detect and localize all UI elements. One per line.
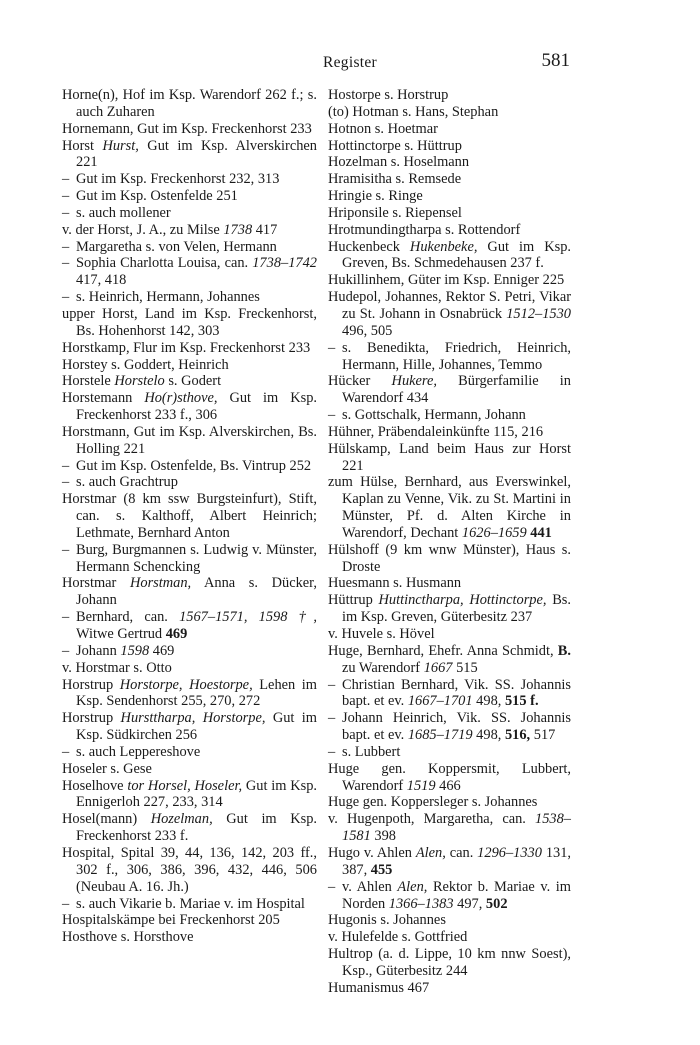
index-entry <box>62 424 317 458</box>
subentry-dash: – <box>62 238 70 255</box>
index-entry <box>328 811 571 845</box>
index-subentry <box>62 458 317 475</box>
entry-text: s. Heinrich, Hermann, Johannes <box>76 289 260 306</box>
index-entry <box>62 811 317 845</box>
entry-text: Horstey s. Goddert, Heinrich <box>62 356 229 373</box>
subentry-dash: – <box>62 171 70 188</box>
entry-text: Hultrop (a. d. Lippe, 10 km nnw Soest), Ksp., Güterbesitz 244 <box>328 946 571 979</box>
index-entry <box>62 306 317 340</box>
index-entry <box>328 929 571 946</box>
page-number: 581 <box>541 50 570 71</box>
entry-text: Hospitalskämpe bei Freckenhorst 205 <box>62 912 280 929</box>
entry-text: v. der Horst, J. A., zu Milse 1738 417 <box>62 221 278 238</box>
entry-text: Horstmar (8 km ssw Burgsteinfurt), Stift, can. s. Kalthoff, Albert Heinrich; Lethmate, Bernhard Anton <box>62 491 317 541</box>
index-subentry <box>328 677 571 711</box>
subentry-dash: – <box>62 255 70 272</box>
index-entry <box>62 660 317 677</box>
index-entry <box>328 946 571 980</box>
entry-text: Gut im Ksp. Ostenfelde, Bs. Vintrup 252 <box>76 457 312 474</box>
index-entry <box>62 491 317 542</box>
entry-text: Hrotmundingtharpa s. Rottendorf <box>328 221 521 238</box>
index-subentry <box>62 188 317 205</box>
entry-text: Gut im Ksp. Ostenfelde 251 <box>76 188 238 205</box>
index-subentry <box>328 710 571 744</box>
subentry-dash: – <box>328 676 336 693</box>
subentry-dash: – <box>328 743 336 760</box>
index-entry <box>62 373 317 390</box>
entry-text: Hoselhove tor Horsel, Hoseler, Gut im Ksp. Ennigerloh 227, 233, 314 <box>62 777 317 811</box>
index-entry <box>328 222 571 239</box>
index-entry <box>328 794 571 811</box>
entry-text: Hozelman s. Hoselmann <box>328 154 470 171</box>
entry-text: Horstemann Ho(r)sthove, Gut im Ksp. Freckenhorst 233 f., 306 <box>62 390 317 424</box>
index-entry <box>62 138 317 172</box>
entry-text: Huge gen. Koppersleger s. Johannes <box>328 794 538 811</box>
entry-text: v. Ahlen Alen, Rektor b. Mariae v. im Norden 1366–1383 497, 502 <box>342 878 571 912</box>
index-entry <box>328 626 571 643</box>
entry-text: v. Hulefelde s. Gottfried <box>328 929 468 946</box>
index-entry <box>328 980 571 997</box>
index-column-right <box>328 87 571 997</box>
index-entry <box>328 474 571 541</box>
entry-text: Hukillinhem, Güter im Ksp. Enniger 225 <box>328 272 565 289</box>
entry-text: Hülshoff (9 km wnw Münster), Haus s. Droste <box>328 541 571 575</box>
index-entry <box>328 239 571 273</box>
entry-text: Horne(n), Hof im Ksp. Warendorf 262 f.; s. auch Zuharen <box>62 87 317 120</box>
subentry-dash: – <box>62 457 70 474</box>
entry-text: s. auch Grachtrup <box>76 474 178 491</box>
index-entry <box>328 441 571 475</box>
entry-text: v. Huvele s. Hövel <box>328 626 435 642</box>
index-entry <box>62 778 317 812</box>
index-entry <box>328 575 571 592</box>
entry-text: Hugonis s. Johannes <box>328 912 446 929</box>
index-subentry <box>62 744 317 761</box>
index-entry <box>62 357 317 374</box>
entry-text: zum Hülse, Bernhard, aus Everswinkel, Kaplan zu Venne, Vik. zu St. Martini in Münster, Pf. d. Alten Kirche in Warendorf, Dechant 1626–1659 441 <box>328 474 571 541</box>
entry-text: s. Gottschalk, Hermann, Johann <box>342 407 526 424</box>
index-entry <box>328 138 571 155</box>
index-column-left <box>62 87 317 946</box>
entry-text: s. Lubbert <box>342 743 401 760</box>
index-entry <box>62 677 317 711</box>
entry-text: Johann Heinrich, Vik. SS. Johannis bapt. et ev. 1685–1719 498, 516, 517 <box>342 710 571 744</box>
subentry-dash: – <box>62 541 70 558</box>
entry-text: Johann 1598 469 <box>76 642 175 659</box>
entry-text: Hücker Hukere, Bürgerfamilie in Warendorf 434 <box>328 373 571 407</box>
entry-text: Hühner, Präbendaleinkünfte 115, 216 <box>328 423 544 440</box>
index-entry <box>328 205 571 222</box>
index-entry <box>62 845 317 896</box>
entry-text: Huckenbeck Hukenbeke, Gut im Ksp. Greven, Bs. Schmedehausen 237 f. <box>328 238 571 272</box>
entry-text: Hospital, Spital 39, 44, 136, 142, 203 ff., 302 f., 306, 386, 396, 432, 446, 506 (Neubau A. 16. Jh.) <box>62 844 317 895</box>
index-entry <box>62 121 317 138</box>
entry-text: Humanismus 467 <box>328 979 430 996</box>
subentry-dash: – <box>328 878 336 895</box>
index-subentry <box>62 255 317 289</box>
entry-text: Hudepol, Johannes, Rektor S. Petri, Vikar zu St. Johann in Osnabrück 1512–1530 496, 505 <box>328 289 571 339</box>
entry-text: Hringie s. Ringe <box>328 188 423 205</box>
index-subentry <box>62 474 317 491</box>
subentry-dash: – <box>62 188 70 205</box>
entry-text: Hramisitha s. Remsede <box>328 171 462 188</box>
entry-text: Sophia Charlotta Louisa, can. 1738–1742 417, 418 <box>76 255 317 289</box>
entry-text: Horstkamp, Flur im Ksp. Freckenhorst 233 <box>62 339 311 356</box>
entry-text: s. Benedikta, Friedrich, Heinrich, Hermann, Hille, Johannes, Temmo <box>342 339 571 373</box>
index-entry <box>328 121 571 138</box>
index-entry <box>328 171 571 188</box>
index-subentry <box>62 896 317 913</box>
index-entry <box>62 575 317 609</box>
index-entry <box>328 845 571 879</box>
index-subentry <box>328 340 571 374</box>
index-entry <box>328 761 571 795</box>
entry-text: Hornemann, Gut im Ksp. Freckenhorst 233 <box>62 120 312 137</box>
index-entry <box>62 710 317 744</box>
entry-text: Horstele Horstelo s. Godert <box>62 373 222 390</box>
index-subentry <box>62 205 317 222</box>
subentry-dash: – <box>62 642 70 659</box>
entry-text: v. Horstmar s. Otto <box>62 659 172 676</box>
index-subentry <box>328 744 571 761</box>
index-subentry <box>62 609 317 643</box>
entry-text: upper Horst, Land im Ksp. Freckenhorst, Bs. Hohenhorst 142, 303 <box>62 305 317 339</box>
entry-text: Hosel(mann) Hozelman, Gut im Ksp. Freckenhorst 233 f. <box>62 811 317 845</box>
entry-text: Horstrup Hursttharpa, Horstorpe, Gut im Ksp. Südkirchen 256 <box>62 710 317 744</box>
index-entry <box>328 104 571 121</box>
subentry-dash: – <box>62 895 70 912</box>
index-entry <box>62 340 317 357</box>
subentry-dash: – <box>62 743 70 760</box>
entry-text: Hriponsile s. Riepensel <box>328 204 462 221</box>
index-entry <box>62 87 317 121</box>
entry-text: v. Hugenpoth, Margaretha, can. 1538–1581 398 <box>328 811 571 845</box>
subentry-dash: – <box>62 474 70 491</box>
entry-text: s. auch Vikarie b. Mariae v. im Hospital <box>76 895 305 912</box>
entry-text: Burg, Burgmannen s. Ludwig v. Münster, Hermann Schencking <box>76 541 317 575</box>
entry-text: Gut im Ksp. Freckenhorst 232, 313 <box>76 171 280 188</box>
index-subentry <box>62 542 317 576</box>
index-entry <box>62 929 317 946</box>
index-entry <box>62 390 317 424</box>
entry-text: s. auch mollener <box>76 204 171 221</box>
index-entry <box>328 424 571 441</box>
index-entry <box>328 592 571 626</box>
index-subentry <box>62 643 317 660</box>
entry-text: Huge gen. Koppersmit, Lubbert, Warendorf 1519 466 <box>328 760 571 794</box>
index-subentry <box>62 289 317 306</box>
page-header <box>0 50 700 80</box>
entry-text: Margaretha s. von Velen, Hermann <box>76 238 277 255</box>
running-title: Register <box>322 54 378 71</box>
subentry-dash: – <box>62 289 70 306</box>
entry-text: Hüttrup Huttinctharpa, Hottinctorpe, Bs. im Ksp. Greven, Güterbesitz 237 <box>328 592 571 626</box>
entry-text: (to) Hotman s. Hans, Stephan <box>328 103 499 120</box>
index-entry <box>328 912 571 929</box>
entry-text: Hosthove s. Horsthove <box>62 929 194 946</box>
entry-text: Horstmann, Gut im Ksp. Alverskirchen, Bs. Holling 221 <box>62 423 317 457</box>
subentry-dash: – <box>328 710 336 727</box>
entry-text: Hottinctorpe s. Hüttrup <box>328 137 462 154</box>
subentry-dash: – <box>328 339 336 356</box>
entry-text: Horstrup Horstorpe, Hoestorpe, Lehen im Ksp. Sendenhorst 255, 270, 272 <box>62 676 317 710</box>
entry-text: Huge, Bernhard, Ehefr. Anna Schmidt, B. zu Warendorf 1667 515 <box>328 642 571 676</box>
index-subentry <box>62 239 317 256</box>
index-entry <box>62 912 317 929</box>
subentry-dash: – <box>328 407 336 424</box>
index-entry <box>62 222 317 239</box>
index-subentry <box>328 879 571 913</box>
index-entry <box>328 289 571 340</box>
index-entry <box>328 154 571 171</box>
entry-text: Huesmann s. Husmann <box>328 575 462 592</box>
entry-text: Hülskamp, Land beim Haus zur Horst 221 <box>328 440 571 474</box>
index-entry <box>328 87 571 104</box>
entry-text: s. auch Leppereshove <box>76 743 201 760</box>
entry-text: Hoseler s. Gese <box>62 760 152 777</box>
entry-text: Horstmar Horstman, Anna s. Dücker, Johann <box>62 575 317 609</box>
entry-text: Hotnon s. Hoetmar <box>328 120 438 137</box>
index-subentry <box>328 407 571 424</box>
index-entry <box>328 542 571 576</box>
subentry-dash: – <box>62 609 70 626</box>
index-entry <box>328 188 571 205</box>
entry-text: Christian Bernhard, Vik. SS. Johannis bapt. et ev. 1667–1701 498, 515 f. <box>342 676 571 710</box>
index-subentry <box>62 171 317 188</box>
index-entry <box>328 643 571 677</box>
subentry-dash: – <box>62 204 70 221</box>
index-entry <box>328 373 571 407</box>
entry-text: Bernhard, can. 1567–1571, 1598 †, Witwe Gertrud 469 <box>76 609 317 642</box>
entry-text: Hostorpe s. Horstrup <box>328 87 449 103</box>
index-entry <box>62 761 317 778</box>
entry-text: Horst Hurst, Gut im Ksp. Alverskirchen 221 <box>62 137 317 171</box>
index-entry <box>328 272 571 289</box>
entry-text: Hugo v. Ahlen Alen, can. 1296–1330 131, 387, 455 <box>328 844 571 878</box>
